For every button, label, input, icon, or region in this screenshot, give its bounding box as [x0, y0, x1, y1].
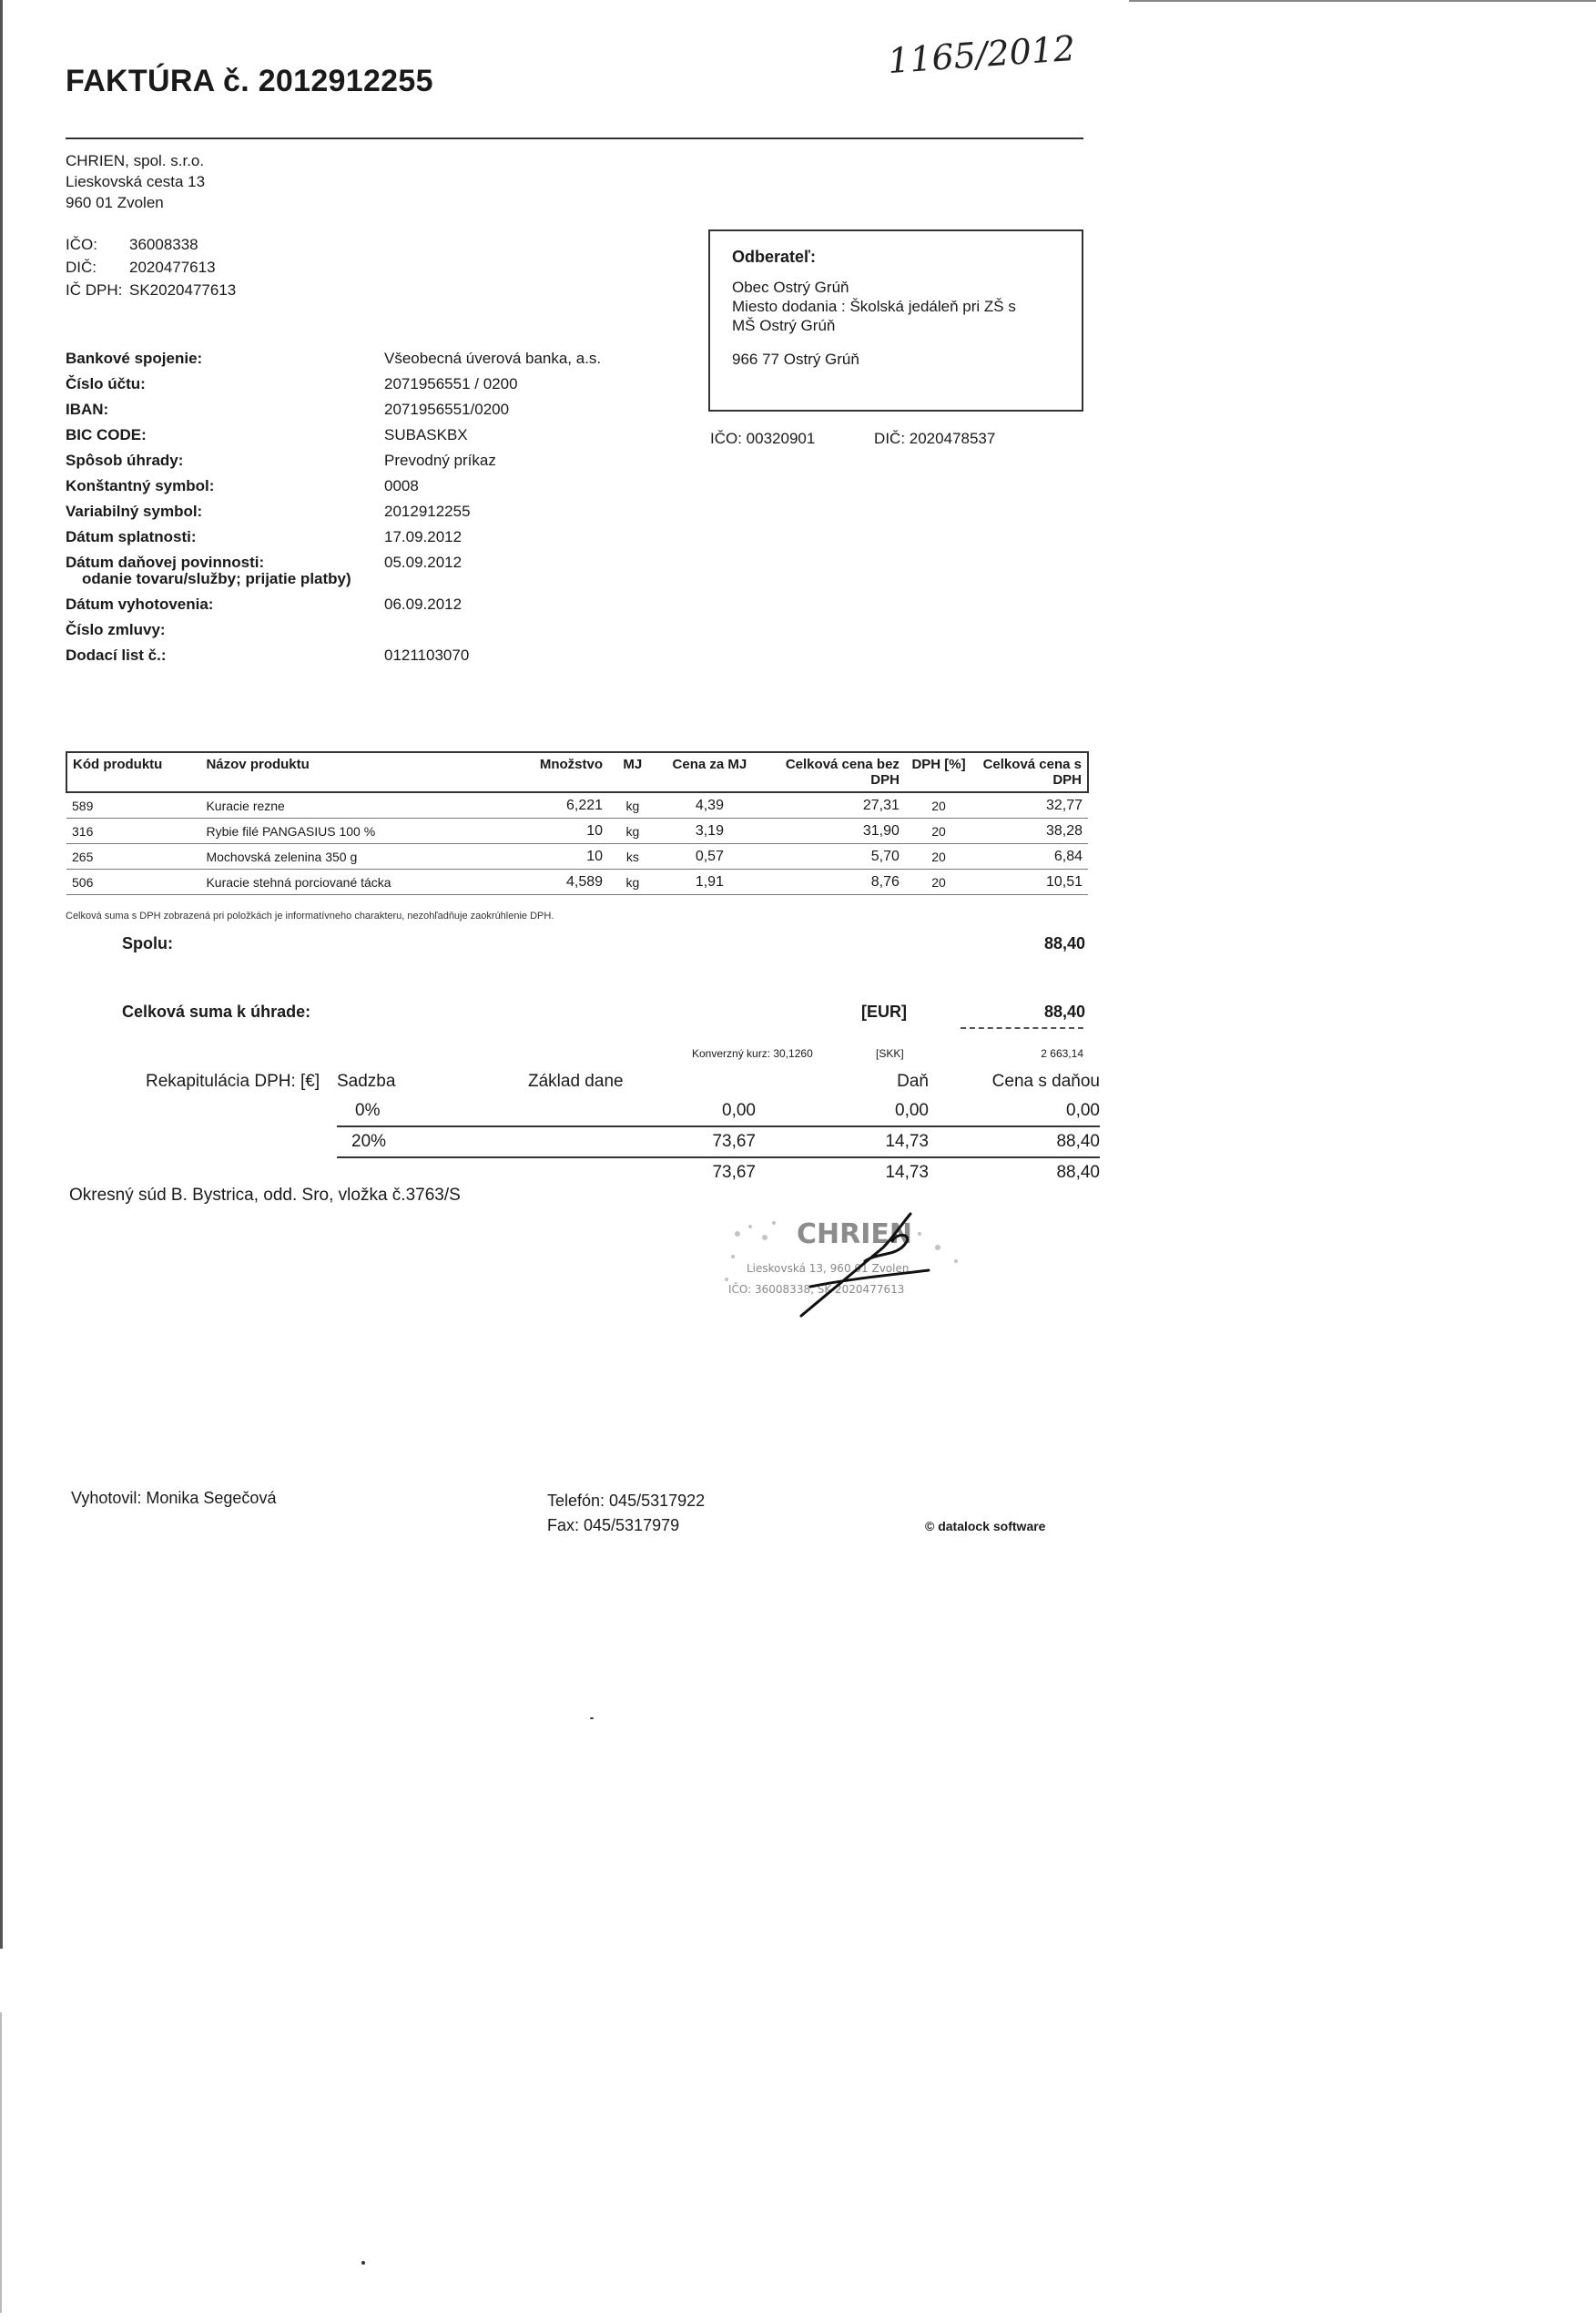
total-underline: [961, 1027, 1083, 1029]
seller-icdph: SK2020477613: [129, 281, 237, 299]
bank-row: Dátum splatnosti: 17.09.2012: [66, 528, 463, 545]
seller-icdph-row: IČ DPH: SK2020477613: [66, 281, 237, 299]
vat-rounding-note: Celková suma s DPH zobrazená pri položkách je informatívneho charakteru, nezohľadňuje zaokrúhlenie DPH.: [66, 911, 554, 922]
col-name: Názov produktu: [206, 757, 310, 772]
seller-city: 960 01 Zvolen: [66, 194, 164, 211]
bank-row: Bankové spojenie: Všeobecná úverová banka, a.s.: [66, 350, 602, 367]
table-row: 316 Rybie filé PANGASIUS 100 % 10 kg 3,19 31,90 20 38,28: [66, 819, 1088, 844]
buyer-line: MŠ Ostrý Grúň: [732, 317, 836, 334]
scan-speck: [361, 2261, 365, 2265]
software-credit: © datalock software: [925, 1519, 1046, 1533]
buyer-line: Obec Ostrý Grúň: [732, 279, 849, 296]
buyer-box: [708, 229, 1083, 412]
vat-recap-header: Rekapitulácia DPH: [€] Sadzba Základ dane Daň Cena s daňou: [146, 1067, 1100, 1096]
scan-speck: [590, 1717, 594, 1719]
items-table: [66, 751, 1089, 895]
bank-row: Číslo zmluvy:: [66, 621, 166, 638]
issued-by: Vyhotovil: Monika Segečová: [71, 1489, 277, 1507]
total-due-value: 88,40: [1043, 1003, 1085, 1021]
bank-row: Spôsob úhrady: Prevodný príkaz: [66, 452, 496, 469]
seller-ico-row: IČO: 36008338: [66, 236, 198, 253]
col-vat: DPH [%]: [911, 757, 966, 772]
header-divider: [66, 137, 1083, 139]
seller-block: [66, 150, 236, 301]
buyer-line: 966 77 Ostrý Grúň: [732, 351, 859, 368]
company-stamp-icon: [710, 1207, 983, 1325]
stamp-line: Lieskovská 13, 960 01 Zvolen: [747, 1262, 910, 1275]
bank-row: Dátum daňovej povinnosti: 05.09.2012: [66, 554, 463, 571]
table-row: 265 Mochovská zelenina 350 g 10 ks 0,57 5,70 20 6,84: [66, 844, 1088, 870]
conversion-unit: [SKK]: [876, 1047, 904, 1060]
bank-row: Konštantný symbol: 0008: [66, 477, 419, 494]
col-unit: MJ: [623, 757, 643, 772]
bank-row: Variabilný symbol: 2012912255: [66, 503, 471, 520]
vat-recap-sum: 73,67 14,73 88,40: [712, 1163, 1100, 1182]
phone: Telefón: 045/5317922: [547, 1492, 706, 1510]
seller-dic: 2020477613: [129, 259, 216, 276]
bank-row: Dátum vyhotovenia: 06.09.2012: [66, 596, 463, 613]
stamp-line: CHRIEN: [797, 1218, 912, 1250]
seller-name: CHRIEN, spol. s.r.o.: [66, 152, 205, 169]
vat-recap-title: Rekapitulácia DPH: [€]: [146, 1072, 320, 1091]
col-unit-price: Cena za MJ: [672, 757, 747, 772]
buyer-ids: [710, 430, 1050, 448]
scan-edge-top: [1129, 0, 1596, 2]
seller-ico: 36008338: [129, 236, 198, 253]
bank-row: Dodací list č.: 0121103070: [66, 647, 470, 664]
seller-dic-row: DIČ: 2020477613: [66, 259, 216, 276]
subtotal-label: Spolu:: [122, 934, 173, 952]
conversion-value: 2 663,14: [1041, 1047, 1083, 1060]
bank-row: IBAN: 2071956551/0200: [66, 401, 510, 418]
buyer-dic: DIČ: 2020478537: [874, 430, 996, 447]
col-total-incl: Celková cena s DPH: [982, 757, 1082, 788]
buyer-header: Odberateľ:: [732, 248, 816, 266]
conversion-rate: Konverzný kurz: 30,1260: [692, 1047, 813, 1060]
bank-row: BIC CODE: SUBASKBX: [66, 426, 468, 443]
bank-row: Číslo účtu: 2071956551 / 0200: [66, 375, 518, 392]
fax: Fax: 045/5317979: [547, 1516, 680, 1534]
scan-edge-left-lower: [0, 2012, 2, 2313]
payment-details: [66, 346, 657, 668]
vat-recap-table: [146, 1067, 1100, 1187]
table-row: 506 Kuracie stehná porciované tácka 4,589 kg 1,91 8,76 20 10,51: [66, 870, 1088, 895]
table-row: 20% 73,67 14,73 88,40: [146, 1126, 1100, 1157]
total-currency: [EUR]: [861, 1003, 907, 1021]
subtotal-value: 88,40: [1043, 934, 1085, 952]
buyer-ico: IČO: 00320901: [710, 430, 816, 447]
scan-edge-left: [0, 0, 3, 1949]
col-total-excl: Celková cena bez DPH: [785, 757, 900, 788]
court-registration: Okresný súd B. Bystrica, odd. Sro, vložka č.3763/S: [69, 1186, 461, 1205]
table-row: 589 Kuracie rezne 6,221 kg 4,39 27,31 20 32,77: [66, 792, 1088, 819]
invoice-title: FAKTÚRA č. 2012912255: [66, 64, 433, 98]
tax-duty-subnote: odanie tovaru/služby; prijatie platby): [82, 570, 351, 587]
col-qty: Množstvo: [539, 757, 604, 772]
table-row: 0% 0,00 0,00 0,00: [146, 1096, 1100, 1126]
seller-street: Lieskovská cesta 13: [66, 173, 206, 190]
total-due-label: Celková suma k úhrade:: [122, 1003, 311, 1021]
handwritten-note: 1165/2012: [886, 27, 1077, 82]
col-code: Kód produktu: [73, 757, 163, 772]
items-header-row: [66, 752, 1088, 792]
contact-block: [547, 1489, 705, 1538]
buyer-line: Miesto dodania : Školská jedáleň pri ZŠ s: [732, 298, 1016, 315]
stamp-line: IČO: 36008338, SK 2020477613: [728, 1283, 905, 1296]
